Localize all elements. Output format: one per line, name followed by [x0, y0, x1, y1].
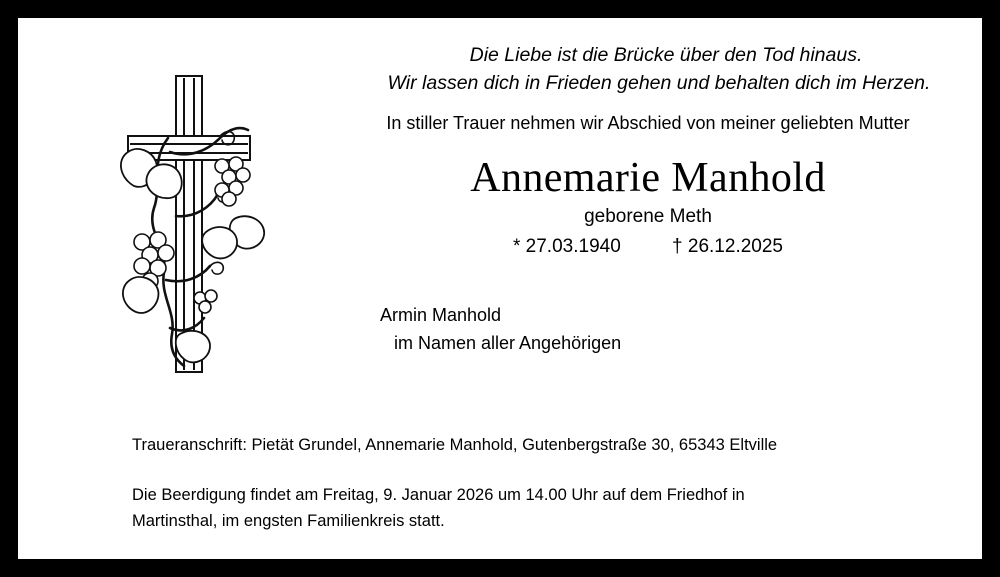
cross-with-grapevine-icon	[110, 66, 290, 386]
footer-block	[132, 436, 962, 534]
intro-text: In stiller Trauer nehmen wir Abschied von meiner geliebten Mutter	[386, 113, 910, 134]
funeral-line-1: Die Beerdigung findet am Freitag, 9. Januar 2026 um 14.00 Uhr auf dem Friedhof in	[132, 486, 745, 504]
mourner-name: Armin Manhold	[380, 305, 502, 326]
death-date: † 26.12.2025	[672, 236, 783, 258]
deceased-name: Annemarie Manhold	[470, 155, 826, 202]
obituary-card	[18, 18, 982, 559]
verse-block	[298, 42, 998, 97]
verse-line-2: Wir lassen dich in Frieden gehen und behalten dich im Herzen.	[387, 71, 931, 94]
notice-text-column	[298, 42, 998, 358]
maiden-name: geborene Meth	[584, 206, 712, 228]
verse-line-1: Die Liebe ist die Brücke über den Tod hinaus.	[469, 44, 863, 66]
birth-date: * 27.03.1940	[513, 236, 621, 258]
life-dates	[298, 236, 998, 258]
condolence-address: Traueranschrift: Pietät Grundel, Annemarie Manhold, Gutenbergstraße 30, 65343 Eltville	[132, 436, 778, 454]
funeral-line-2: Martinsthal, im engsten Familienkreis statt.	[132, 511, 445, 530]
mourners-block	[298, 302, 998, 358]
funeral-details	[132, 483, 962, 534]
mourner-relation: im Namen aller Angehörigen	[394, 333, 622, 354]
